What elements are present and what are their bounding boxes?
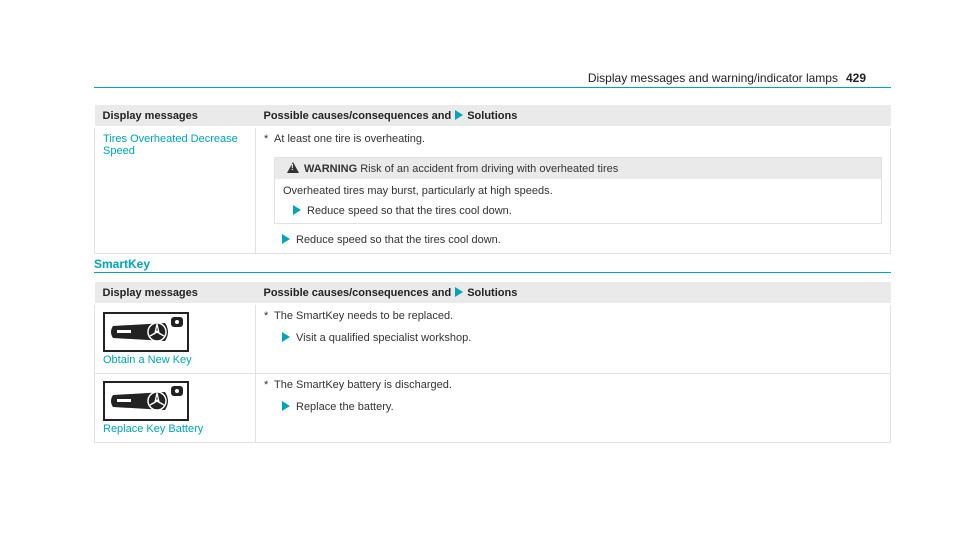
table-row xyxy=(95,374,891,443)
warning-body-text: Overheated tires may burst, particularly at high speeds. xyxy=(283,185,553,197)
warning-text: Risk of an accident from driving with overheated tires xyxy=(360,163,619,175)
cause-cell xyxy=(256,374,891,443)
solution-step xyxy=(264,332,882,344)
cause-line: * The SmartKey needs to be replaced. xyxy=(264,310,454,322)
solution-step-text: Replace the battery. xyxy=(296,401,394,413)
action-arrow-icon xyxy=(282,332,290,342)
cause-text: At least one tire is overheating. xyxy=(274,133,426,145)
cause-text: The SmartKey battery is discharged. xyxy=(274,379,452,391)
section-title: SmartKey xyxy=(94,257,151,271)
cause-line: * At least one tire is overheating. xyxy=(264,133,426,145)
header-title: Display messages and warning/indicator lamps xyxy=(587,71,838,85)
warning-label: WARNING xyxy=(304,163,358,175)
table-header-row xyxy=(95,282,891,304)
message-cell xyxy=(95,304,256,374)
section-rule xyxy=(94,272,891,273)
action-arrow-icon xyxy=(293,205,301,215)
warning-triangle-icon xyxy=(287,162,299,173)
cause-cell xyxy=(256,127,891,254)
col-causes-solutions xyxy=(256,282,891,304)
message-obtain-new-key: Obtain a New Key xyxy=(103,354,192,366)
solution-step-text: Visit a qualified specialist workshop. xyxy=(296,332,472,344)
col-causes-solutions xyxy=(256,105,891,127)
smartkey-icon xyxy=(103,312,189,352)
cause-text: The SmartKey needs to be replaced. xyxy=(274,310,454,322)
message-tires-overheated: Tires Overheated Decrease Speed xyxy=(95,127,256,254)
solution-step xyxy=(264,234,882,246)
table-row xyxy=(95,127,891,254)
action-arrow-icon xyxy=(455,287,463,297)
col-causes-label: Possible causes/consequences and xyxy=(263,287,452,299)
message-replace-key-battery: Replace Key Battery xyxy=(103,423,204,435)
solution-step xyxy=(264,401,882,413)
col-causes-label: Possible causes/consequences and xyxy=(263,110,452,122)
warning-box xyxy=(274,157,882,224)
col-display-messages: Display messages xyxy=(95,282,256,304)
table-row xyxy=(95,304,891,374)
warning-header xyxy=(275,158,881,179)
warning-step-text: Reduce speed so that the tires cool down. xyxy=(307,205,512,217)
cause-cell xyxy=(256,304,891,374)
smartkey-messages-table xyxy=(94,282,891,443)
action-arrow-icon xyxy=(282,401,290,411)
cause-line: * The SmartKey battery is discharged. xyxy=(264,379,452,391)
header-text xyxy=(588,71,866,85)
col-display-messages: Display messages xyxy=(95,105,256,127)
smartkey-icon xyxy=(103,381,189,421)
tire-messages-table xyxy=(94,105,891,254)
col-solutions-label: Solutions xyxy=(467,287,518,299)
header-rule xyxy=(94,87,891,88)
warning-body xyxy=(275,179,881,223)
table-header-row xyxy=(95,105,891,127)
solution-step-text: Reduce speed so that the tires cool down. xyxy=(296,234,501,246)
page-number: 429 xyxy=(845,71,866,85)
message-cell xyxy=(95,374,256,443)
col-solutions-label: Solutions xyxy=(467,110,518,122)
action-arrow-icon xyxy=(455,110,463,120)
warning-step xyxy=(283,205,873,217)
action-arrow-icon xyxy=(282,234,290,244)
